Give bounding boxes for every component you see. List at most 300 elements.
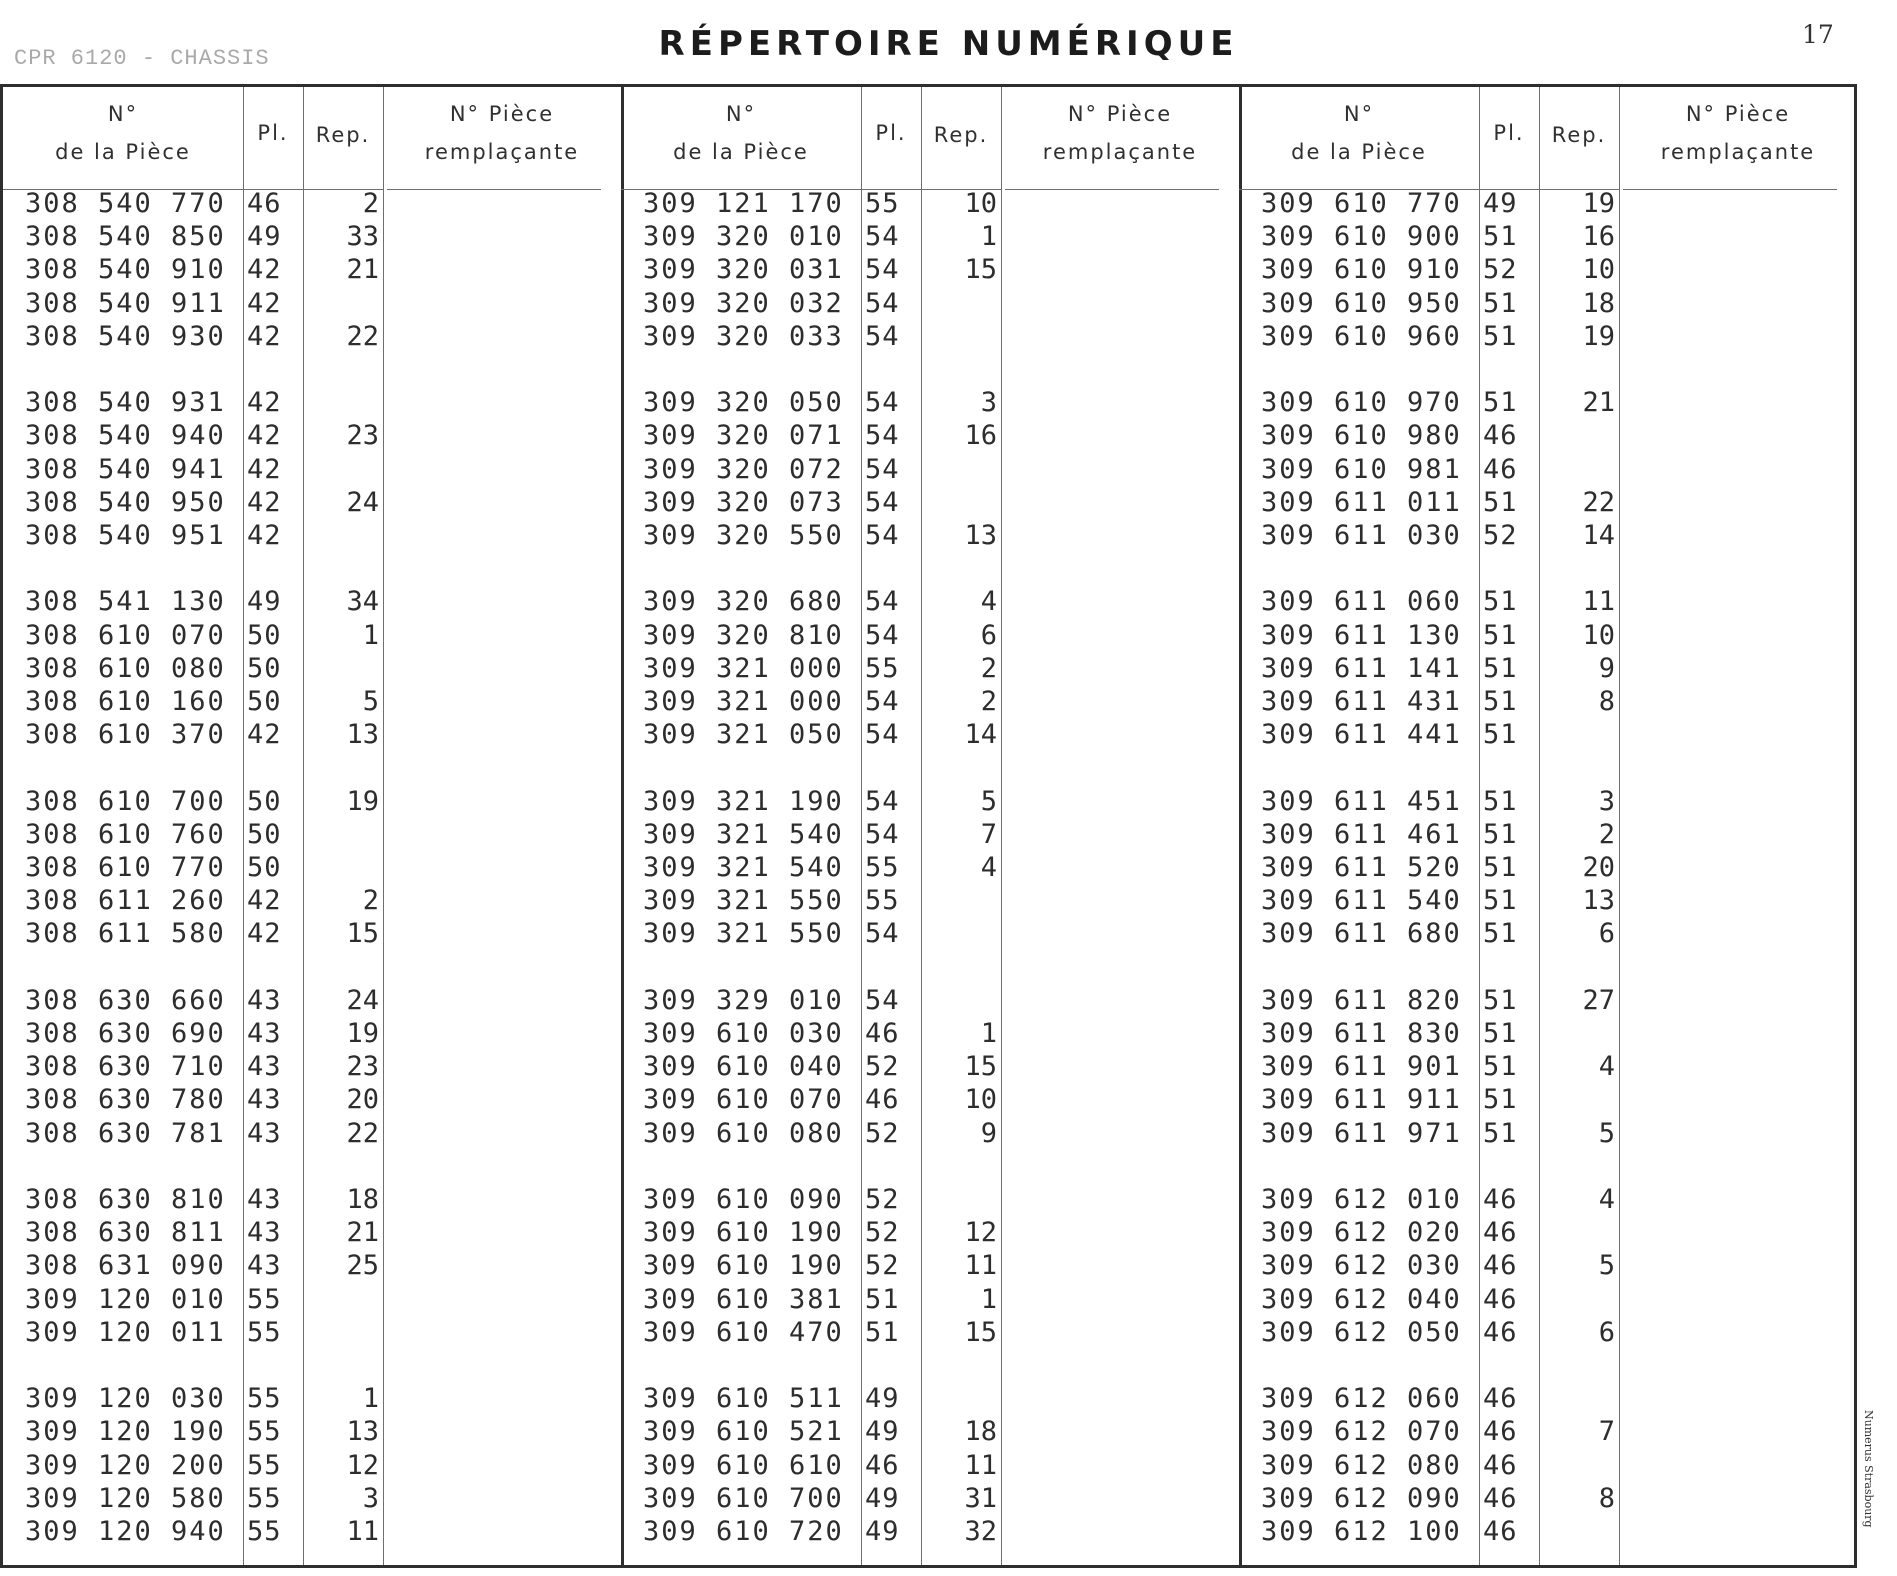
- plate-cell: 54: [865, 984, 900, 1016]
- column-separator: [1001, 87, 1002, 1565]
- part-number-cell: 309 611 911: [1261, 1084, 1462, 1116]
- part-number-cell: 308 610 080: [25, 652, 226, 684]
- part-number-cell: 309 120 940: [25, 1516, 226, 1547]
- plate-cell: 51: [865, 1283, 900, 1315]
- part-number-cell: 308 610 070: [25, 619, 226, 651]
- plate-cell: 54: [865, 619, 900, 651]
- plate-cell: 55: [247, 1416, 282, 1448]
- header-part-number: [1239, 95, 1479, 171]
- header-part-line2: de la Pièce: [1291, 140, 1427, 164]
- reference-cell: [1539, 1283, 1615, 1316]
- part-number-cell: 309 321 050: [643, 719, 844, 751]
- plate-cell: 49: [865, 1482, 900, 1514]
- plate-cell: 51: [1483, 818, 1518, 850]
- part-number-cell: 308 540 850: [25, 221, 226, 253]
- header-part-number: [621, 95, 861, 171]
- part-number-cell: 308 630 810: [25, 1184, 226, 1215]
- reference-cell: 27: [1582, 984, 1615, 1016]
- part-number-cell: 309 611 141: [1261, 652, 1462, 684]
- plate-cell: 52: [865, 1184, 900, 1215]
- part-number-cell: 308 610 370: [25, 719, 226, 751]
- reference-cell: 5: [1598, 1250, 1615, 1282]
- reference-cell: 20: [346, 1084, 379, 1116]
- plate-cell: 42: [247, 453, 282, 485]
- part-number-cell: 309 610 511: [643, 1383, 844, 1415]
- reference-cell: 3: [362, 1482, 379, 1514]
- reference-cell: 22: [1582, 486, 1615, 518]
- reference-cell: 10: [1582, 254, 1615, 286]
- part-number-cell: 309 610 970: [1261, 387, 1462, 419]
- plate-cell: 42: [247, 520, 282, 551]
- header-part-line2: de la Pièce: [673, 140, 809, 164]
- plate-cell: 51: [1483, 486, 1518, 518]
- reference-cell: 32: [964, 1516, 997, 1547]
- plate-cell: 42: [247, 420, 282, 452]
- plate-cell: 51: [1483, 852, 1518, 883]
- reference-cell: 21: [346, 254, 379, 286]
- reference-cell: 13: [964, 520, 997, 551]
- part-number-cell: 309 120 011: [25, 1316, 226, 1348]
- header-part-number: [3, 95, 243, 171]
- reference-cell: [303, 1316, 379, 1349]
- reference-cell: 6: [1598, 918, 1615, 950]
- plate-cell: 54: [865, 686, 900, 717]
- reference-cell: [303, 287, 379, 320]
- part-number-cell: 308 611 260: [25, 885, 226, 917]
- plate-cell: 42: [247, 486, 282, 518]
- part-number-cell: 308 610 770: [25, 852, 226, 883]
- reference-cell: [921, 884, 997, 917]
- reference-cell: 19: [1582, 320, 1615, 352]
- header-replacement-line2: remplaçante: [1042, 140, 1198, 164]
- reference-cell: 34: [346, 586, 379, 618]
- part-number-cell: 309 612 010: [1261, 1184, 1462, 1215]
- reference-cell: 3: [1598, 785, 1615, 817]
- plate-cell: 54: [865, 818, 900, 850]
- plate-cell: 50: [247, 852, 282, 883]
- header-replacement-line1: N° Pièce: [1067, 102, 1173, 126]
- column-separator: [383, 87, 384, 1565]
- header-part-line1: N°: [1343, 102, 1375, 126]
- reference-cell: [921, 453, 997, 486]
- part-number-cell: 308 540 930: [25, 320, 226, 352]
- page-number: 17: [1802, 20, 1834, 49]
- part-number-cell: 308 630 780: [25, 1084, 226, 1116]
- column-group-1: [3, 87, 621, 1565]
- part-number-cell: 309 612 030: [1261, 1250, 1462, 1282]
- reference-cell: 18: [1582, 287, 1615, 319]
- reference-cell: [1539, 718, 1615, 751]
- reference-cell: 19: [346, 785, 379, 817]
- header-replacement-line2: remplaçante: [1660, 140, 1816, 164]
- plate-cell: 49: [247, 221, 282, 253]
- plate-cell: 46: [1483, 1316, 1518, 1348]
- part-number-cell: 309 120 200: [25, 1449, 226, 1481]
- part-number-cell: 309 611 030: [1261, 520, 1462, 551]
- plate-cell: 54: [865, 254, 900, 286]
- plate-cell: 46: [1483, 453, 1518, 485]
- reference-cell: 9: [1598, 652, 1615, 684]
- part-number-cell: 309 321 550: [643, 918, 844, 950]
- part-number-cell: 309 612 080: [1261, 1449, 1462, 1481]
- plate-cell: 46: [865, 1449, 900, 1481]
- reference-cell: 13: [346, 719, 379, 751]
- plate-cell: 51: [1483, 918, 1518, 950]
- part-number-cell: 309 321 540: [643, 818, 844, 850]
- part-number-cell: 309 320 680: [643, 586, 844, 618]
- reference-cell: 11: [1582, 586, 1615, 618]
- part-number-cell: 309 610 720: [643, 1516, 844, 1547]
- part-number-cell: 309 610 980: [1261, 420, 1462, 452]
- part-number-cell: 309 320 550: [643, 520, 844, 551]
- part-number-cell: 309 120 580: [25, 1482, 226, 1514]
- reference-cell: 2: [362, 188, 379, 219]
- reference-cell: 10: [964, 188, 997, 219]
- part-number-cell: 308 630 781: [25, 1117, 226, 1149]
- reference-cell: [921, 486, 997, 519]
- part-number-cell: 309 610 190: [643, 1217, 844, 1249]
- plate-cell: 52: [865, 1117, 900, 1149]
- part-number-cell: 309 610 030: [643, 1018, 844, 1049]
- reference-cell: 2: [980, 652, 997, 684]
- header-replacement-line1: N° Pièce: [1685, 102, 1791, 126]
- plate-cell: 54: [865, 586, 900, 618]
- reference-cell: 25: [346, 1250, 379, 1282]
- plate-cell: 46: [1483, 1416, 1518, 1448]
- part-number-cell: 308 610 760: [25, 818, 226, 850]
- header-reference: Rep.: [933, 123, 989, 147]
- plate-cell: 49: [865, 1416, 900, 1448]
- part-number-cell: 308 540 911: [25, 287, 226, 319]
- part-number-cell: 309 612 050: [1261, 1316, 1462, 1348]
- reference-cell: 19: [1582, 188, 1615, 219]
- part-number-cell: 308 540 940: [25, 420, 226, 452]
- plate-cell: 51: [1483, 785, 1518, 817]
- group-separator: [621, 87, 624, 1565]
- plate-cell: 50: [247, 686, 282, 717]
- reference-cell: 5: [980, 785, 997, 817]
- plate-cell: 51: [865, 1316, 900, 1348]
- reference-cell: [303, 851, 379, 884]
- plate-cell: 51: [1483, 221, 1518, 253]
- reference-cell: 14: [1582, 520, 1615, 551]
- plate-cell: 46: [1483, 1482, 1518, 1514]
- part-number-cell: 309 320 033: [643, 320, 844, 352]
- header-part-line1: N°: [725, 102, 757, 126]
- part-number-cell: 309 610 960: [1261, 320, 1462, 352]
- plate-cell: 42: [247, 287, 282, 319]
- reference-cell: 23: [346, 1051, 379, 1083]
- plate-cell: 54: [865, 320, 900, 352]
- header-part-line2: de la Pièce: [55, 140, 191, 164]
- column-separator: [243, 87, 244, 1565]
- reference-cell: [921, 320, 997, 353]
- part-number-cell: 309 611 830: [1261, 1018, 1462, 1049]
- plate-cell: 42: [247, 885, 282, 917]
- part-number-cell: 309 320 031: [643, 254, 844, 286]
- plate-cell: 54: [865, 453, 900, 485]
- reference-cell: [1539, 1382, 1615, 1415]
- reference-cell: 12: [346, 1449, 379, 1481]
- reference-cell: 20: [1582, 852, 1615, 883]
- plate-cell: 55: [247, 1516, 282, 1547]
- reference-cell: 11: [964, 1449, 997, 1481]
- reference-cell: [303, 818, 379, 851]
- plate-cell: 54: [865, 387, 900, 419]
- part-number-cell: 309 612 070: [1261, 1416, 1462, 1448]
- plate-cell: 51: [1483, 287, 1518, 319]
- plate-cell: 46: [1483, 1250, 1518, 1282]
- part-number-cell: 309 610 910: [1261, 254, 1462, 286]
- reference-cell: 6: [980, 619, 997, 651]
- header-replacement-line2: remplaçante: [424, 140, 580, 164]
- part-number-cell: 309 321 000: [643, 652, 844, 684]
- reference-cell: 1: [362, 1383, 379, 1415]
- column-separator: [1619, 87, 1620, 1565]
- part-number-cell: 309 610 080: [643, 1117, 844, 1149]
- reference-cell: [1539, 453, 1615, 486]
- plate-cell: 46: [1483, 1283, 1518, 1315]
- part-number-cell: 309 611 901: [1261, 1051, 1462, 1083]
- plate-cell: 55: [247, 1316, 282, 1348]
- part-number-cell: 309 610 521: [643, 1416, 844, 1448]
- reference-cell: 22: [346, 1117, 379, 1149]
- part-number-cell: 309 320 050: [643, 387, 844, 419]
- part-number-cell: 309 321 550: [643, 885, 844, 917]
- reference-cell: [1539, 1017, 1615, 1050]
- header-rule: [1623, 189, 1837, 190]
- plate-cell: 54: [865, 918, 900, 950]
- header-plate: Pl.: [257, 121, 289, 145]
- plate-cell: 49: [865, 1383, 900, 1415]
- plate-cell: 51: [1483, 1051, 1518, 1083]
- part-number-cell: 309 320 810: [643, 619, 844, 651]
- part-number-cell: 309 321 190: [643, 785, 844, 817]
- part-number-cell: 308 540 941: [25, 453, 226, 485]
- plate-cell: 42: [247, 254, 282, 286]
- reference-cell: [1539, 1216, 1615, 1249]
- reference-cell: 2: [362, 885, 379, 917]
- reference-cell: 5: [362, 686, 379, 717]
- part-number-cell: 308 611 580: [25, 918, 226, 950]
- plate-cell: 46: [1483, 1217, 1518, 1249]
- reference-cell: [1539, 1449, 1615, 1482]
- plate-cell: 42: [247, 918, 282, 950]
- column-separator: [861, 87, 862, 1565]
- part-number-cell: 309 610 981: [1261, 453, 1462, 485]
- plate-cell: 43: [247, 1018, 282, 1049]
- reference-cell: [921, 917, 997, 950]
- part-number-cell: 309 610 381: [643, 1283, 844, 1315]
- part-number-cell: 309 611 520: [1261, 852, 1462, 883]
- plate-cell: 55: [247, 1383, 282, 1415]
- part-number-cell: 309 610 700: [643, 1482, 844, 1514]
- plate-cell: 54: [865, 785, 900, 817]
- plate-cell: 51: [1483, 984, 1518, 1016]
- plate-cell: 49: [865, 1516, 900, 1547]
- plate-cell: 55: [247, 1482, 282, 1514]
- reference-cell: 1: [980, 221, 997, 253]
- plate-cell: 43: [247, 1184, 282, 1215]
- header-plate: Pl.: [1493, 121, 1525, 145]
- reference-cell: 8: [1598, 686, 1615, 717]
- part-number-cell: 309 610 900: [1261, 221, 1462, 253]
- reference-cell: 19: [346, 1018, 379, 1049]
- plate-cell: 46: [1483, 1383, 1518, 1415]
- plate-cell: 54: [865, 287, 900, 319]
- part-number-cell: 309 320 071: [643, 420, 844, 452]
- plate-cell: 51: [1483, 719, 1518, 751]
- reference-cell: 23: [346, 420, 379, 452]
- plate-cell: 43: [247, 1250, 282, 1282]
- header-replacement: [1619, 95, 1857, 171]
- plate-cell: 51: [1483, 686, 1518, 717]
- reference-cell: 2: [1598, 818, 1615, 850]
- reference-cell: 15: [346, 918, 379, 950]
- reference-cell: [303, 652, 379, 685]
- plate-cell: 55: [865, 188, 900, 219]
- part-number-cell: 308 540 931: [25, 387, 226, 419]
- part-number-cell: 308 630 690: [25, 1018, 226, 1049]
- part-number-cell: 309 611 971: [1261, 1117, 1462, 1149]
- reference-cell: 16: [1582, 221, 1615, 253]
- plate-cell: 46: [1483, 1184, 1518, 1215]
- plate-cell: 55: [865, 652, 900, 684]
- reference-cell: 7: [980, 818, 997, 850]
- reference-cell: [1539, 1083, 1615, 1116]
- reference-cell: 24: [346, 984, 379, 1016]
- plate-cell: 46: [1483, 420, 1518, 452]
- column-separator: [1479, 87, 1480, 1565]
- reference-cell: 33: [346, 221, 379, 253]
- plate-cell: 54: [865, 719, 900, 751]
- plate-cell: 43: [247, 1051, 282, 1083]
- part-number-cell: 309 610 950: [1261, 287, 1462, 319]
- part-number-cell: 309 611 461: [1261, 818, 1462, 850]
- part-number-cell: 309 321 000: [643, 686, 844, 717]
- part-number-cell: 309 121 170: [643, 188, 844, 219]
- part-number-cell: 309 329 010: [643, 984, 844, 1016]
- reference-cell: 8: [1598, 1482, 1615, 1514]
- plate-cell: 42: [247, 719, 282, 751]
- parts-index-table: [0, 84, 1857, 1568]
- reference-cell: 15: [964, 1051, 997, 1083]
- part-number-cell: 309 611 060: [1261, 586, 1462, 618]
- header-replacement: [383, 95, 621, 171]
- reference-cell: 14: [964, 719, 997, 751]
- part-number-cell: 308 540 770: [25, 188, 226, 219]
- plate-cell: 46: [865, 1018, 900, 1049]
- plate-cell: 51: [1483, 652, 1518, 684]
- part-number-cell: 309 612 040: [1261, 1283, 1462, 1315]
- plate-cell: 52: [865, 1217, 900, 1249]
- plate-cell: 52: [1483, 520, 1518, 551]
- reference-cell: 1: [980, 1018, 997, 1049]
- reference-cell: [921, 1183, 997, 1216]
- reference-cell: [921, 287, 997, 320]
- part-number-cell: 308 630 710: [25, 1051, 226, 1083]
- part-number-cell: 309 120 030: [25, 1383, 226, 1415]
- part-number-cell: 309 610 070: [643, 1084, 844, 1116]
- reference-cell: 2: [980, 686, 997, 717]
- plate-cell: 54: [865, 486, 900, 518]
- header-reference: Rep.: [1551, 123, 1607, 147]
- reference-cell: 5: [1598, 1117, 1615, 1149]
- part-number-cell: 309 611 130: [1261, 619, 1462, 651]
- plate-cell: 55: [247, 1449, 282, 1481]
- part-number-cell: 309 611 011: [1261, 486, 1462, 518]
- header-replacement: [1001, 95, 1239, 171]
- reference-cell: 15: [964, 1316, 997, 1348]
- part-number-cell: 308 540 950: [25, 486, 226, 518]
- part-number-cell: 309 610 470: [643, 1316, 844, 1348]
- part-number-cell: 308 610 160: [25, 686, 226, 717]
- reference-cell: 9: [980, 1117, 997, 1149]
- part-number-cell: 309 610 040: [643, 1051, 844, 1083]
- part-number-cell: 308 540 951: [25, 520, 226, 551]
- plate-cell: 55: [865, 885, 900, 917]
- part-number-cell: 308 631 090: [25, 1250, 226, 1282]
- reference-cell: 11: [346, 1516, 379, 1547]
- plate-cell: 55: [865, 852, 900, 883]
- reference-cell: 12: [964, 1217, 997, 1249]
- reference-cell: 7: [1598, 1416, 1615, 1448]
- plate-cell: 43: [247, 1217, 282, 1249]
- part-number-cell: 309 611 431: [1261, 686, 1462, 717]
- plate-cell: 51: [1483, 320, 1518, 352]
- column-group-3: [1239, 87, 1857, 1565]
- plate-cell: 46: [865, 1084, 900, 1116]
- part-number-cell: 308 540 910: [25, 254, 226, 286]
- plate-cell: 51: [1483, 1084, 1518, 1116]
- part-number-cell: 309 611 540: [1261, 885, 1462, 917]
- plate-cell: 54: [865, 221, 900, 253]
- page-title: RÉPERTOIRE NUMÉRIQUE: [658, 24, 1239, 64]
- plate-cell: 52: [865, 1250, 900, 1282]
- reference-cell: [303, 1283, 379, 1316]
- part-number-cell: 309 611 820: [1261, 984, 1462, 1016]
- part-number-cell: 309 120 190: [25, 1416, 226, 1448]
- plate-cell: 49: [247, 586, 282, 618]
- reference-cell: 13: [1582, 885, 1615, 917]
- part-number-cell: 309 611 680: [1261, 918, 1462, 950]
- plate-cell: 51: [1483, 619, 1518, 651]
- reference-cell: 16: [964, 420, 997, 452]
- plate-cell: 54: [865, 520, 900, 551]
- group-separator: [1239, 87, 1242, 1565]
- header-rule: [387, 189, 601, 190]
- plate-cell: 50: [247, 785, 282, 817]
- plate-cell: 46: [1483, 1516, 1518, 1547]
- part-number-cell: 309 610 610: [643, 1449, 844, 1481]
- reference-cell: [921, 1382, 997, 1415]
- reference-cell: 4: [980, 852, 997, 883]
- part-number-cell: 309 612 020: [1261, 1217, 1462, 1249]
- part-number-cell: 309 320 073: [643, 486, 844, 518]
- part-number-cell: 308 541 130: [25, 586, 226, 618]
- part-number-cell: 309 612 060: [1261, 1383, 1462, 1415]
- reference-cell: 21: [346, 1217, 379, 1249]
- reference-cell: 11: [964, 1250, 997, 1282]
- plate-cell: 52: [865, 1051, 900, 1083]
- reference-cell: [303, 453, 379, 486]
- header-reference: Rep.: [315, 123, 371, 147]
- part-number-cell: 309 321 540: [643, 852, 844, 883]
- reference-cell: 4: [1598, 1184, 1615, 1215]
- reference-cell: 21: [1582, 387, 1615, 419]
- reference-cell: [921, 984, 997, 1017]
- printer-imprint: Numerus Strasbourg: [1862, 1410, 1875, 1528]
